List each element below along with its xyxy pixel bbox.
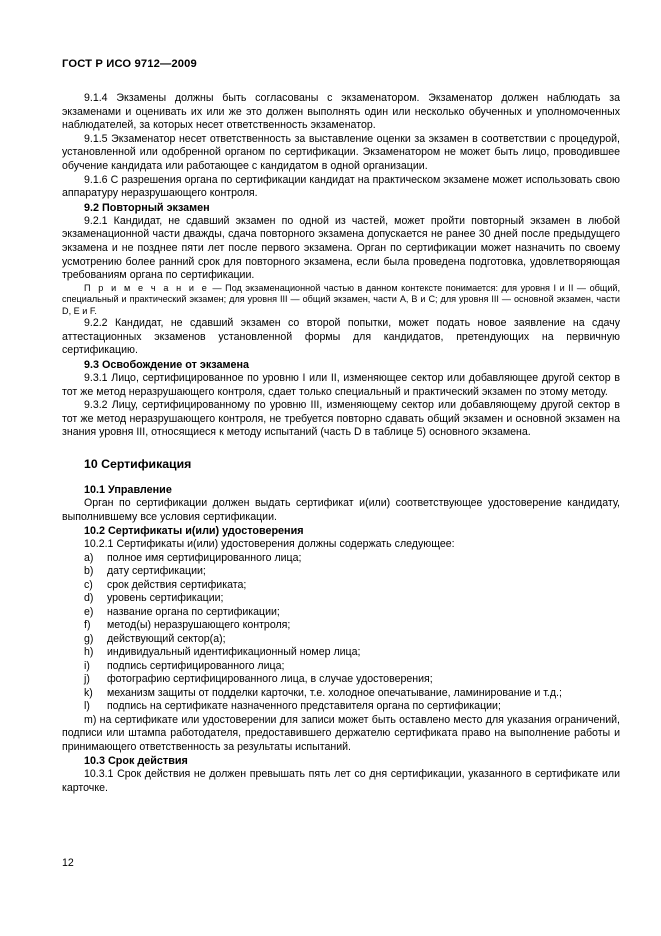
list-item-text: название органа по сертификации;: [104, 605, 280, 618]
heading-section-10: 10 Сертификация: [84, 456, 192, 471]
paragraph-10-3-1: 10.3.1 Срок действия не должен превышать пять лет со дня сертификации, указанного в сертификате или карточке.: [62, 768, 620, 794]
list-item-text: механизм защиты от подделки карточки, т.е. холодное опечатывание, ламинирование и т.д.;: [104, 686, 562, 699]
heading-10-2: 10.2 Сертификаты и(или) удостоверения: [84, 525, 304, 538]
heading-9-2: 9.2 Повторный экзамен: [84, 201, 210, 214]
paragraph-10-1: Орган по сертификации должен выдать сертификат и(или) соответствующее удостоверение кандидату, выполнившему все условия сертификации.: [62, 496, 620, 523]
note-9-2-1: [62, 283, 620, 318]
list-item-marker: b): [84, 565, 94, 578]
heading-10-3: 10.3 Срок действия: [84, 755, 188, 768]
paragraph-9-3-1: 9.3.1 Лицо, сертифицированное по уровню I или II, изменяющее сектор или добавляющее другой сектор в тот же метод неразрушающего контроля, сдает только специальный и практический экзамен по этому методу.: [62, 372, 620, 398]
list-item: [62, 700, 620, 714]
list-item-text: фотографию сертифицированного лица, в случае удостоверения;: [104, 673, 433, 686]
list-item-text: подпись сертифицированного лица;: [104, 659, 285, 672]
list-item-marker: k): [84, 686, 93, 699]
list-item: [62, 606, 620, 620]
list-item: [62, 646, 620, 660]
paragraph-10-2-1: 10.2.1 Сертификаты и(или) удостоверения должны содержать следующее:: [84, 538, 455, 551]
page-content: [62, 92, 620, 795]
list-item-marker: c): [84, 578, 93, 591]
list-item-marker: d): [84, 592, 94, 605]
paragraph-9-2-2: 9.2.2 Кандидат, не сдавший экзамен со второй попытки, может подать новое заявление на сдачу аттестационных экзаменов установленной формы для кандидатов, претендующих на первичную сертификацию.: [62, 317, 620, 357]
paragraph-9-1-4: 9.1.4 Экзамены должны быть согласованы с экзаменатором. Экзаменатор должен наблюдать за экзаменами и оценивать их или же это должен выполнять один или несколько обученных и уполномоченных наблюдателей, за которых несет ответственность экзаменатор.: [62, 92, 620, 132]
list-item: [62, 552, 620, 566]
list-item: [62, 687, 620, 701]
list-item: [62, 619, 620, 633]
note-body: — Под экзаменационной частью в данном контексте понимается: для уровня I и II — общий, специальный и практический экзамен; для уровня III — общий экзамен, части A, B и C; для уровня III — основной экзамен, части D, E и F.: [62, 282, 620, 316]
list-item-marker: f): [84, 619, 91, 632]
spacer-after-section-10: [62, 472, 620, 483]
list-item-text: дату сертификации;: [104, 565, 206, 578]
list-item-text: действующий сектор(а);: [104, 632, 226, 645]
paragraph-9-1-5: 9.1.5 Экзаменатор несет ответственность за выставление оценки за экзамен в соответствии с процедурой, установленной или одобренной органом по сертификации. Экзаменатором не может быть лицо, проводившее обучение кандидата или работающее с кандидатом в одной организации.: [62, 132, 620, 172]
list-item-marker: m): [84, 713, 97, 726]
note-label: П р и м е ч а н и е: [84, 282, 209, 293]
paragraph-9-3-2: 9.3.2 Лицу, сертифицированному по уровню III, изменяющему сектор или добавляющему другой сектор в тот же метод неразрушающего контроля, не требуется повторно сдавать общий экзамен и основной экзамен на знания уровня III, относящиеся к методу испытаний (часть D в таблице 5) основного экзамена.: [62, 399, 620, 439]
list-item-marker: e): [84, 605, 94, 618]
list-item-text: на сертификате или удостоверении для записи может быть оставлено место для указания ограничений, подписи или штампа работодателя, предоставившего держателю сертификата право на выполнение работы и принимающего ответственность за результаты испытаний.: [62, 713, 620, 753]
list-item-text: полное имя сертифицированного лица;: [104, 551, 302, 564]
list-item-text: метод(ы) неразрушающего контроля;: [104, 619, 291, 632]
list-10-2-1: [62, 552, 620, 755]
spacer-before-section-10: [62, 440, 620, 456]
list-item-marker: i): [84, 659, 90, 672]
list-item-text: индивидуальный идентификационный номер лица;: [104, 646, 361, 659]
list-item-marker: l): [84, 700, 90, 713]
heading-10-1: 10.1 Управление: [84, 483, 172, 496]
page-number: 12: [62, 857, 74, 869]
running-head: ГОСТ Р ИСО 9712—2009: [62, 58, 197, 70]
list-item-text: подпись на сертификате назначенного представителя органа по сертификации;: [104, 700, 501, 713]
list-item: [62, 714, 620, 755]
heading-9-3: 9.3 Освобождение от экзамена: [84, 359, 250, 371]
list-item: [62, 673, 620, 687]
list-item-text: срок действия сертификата;: [104, 578, 247, 591]
paragraph-9-2-1: 9.2.1 Кандидат, не сдавший экзамен по одной из частей, может пройти повторный экзамен в любой экзаменационной части дважды, сдача повторного экзамена допускается не ранее 30 дней после предыдущего экзамена и не позднее пяти лет после первого экзамена. Орган по сертификации может назначить по своему усмотрению более ранний срок для повторного экзамена, если была проведена подготовка, удовлетворяющая требованиям органа по сертификации.: [62, 214, 620, 282]
list-item-marker: h): [84, 646, 94, 659]
list-item: [62, 579, 620, 593]
list-item-marker: j): [84, 673, 90, 686]
list-item-marker: a): [84, 551, 94, 564]
list-item-marker: g): [84, 632, 94, 645]
list-item: [62, 660, 620, 674]
list-item: [62, 633, 620, 647]
list-item: [62, 592, 620, 606]
paragraph-9-1-6: 9.1.6 С разрешения органа по сертификации кандидат на практическом экзамене может использовать свою аппаратуру неразрушающего контроля.: [62, 173, 620, 200]
list-item: [62, 565, 620, 579]
list-item-text: уровень сертификации;: [104, 592, 224, 605]
